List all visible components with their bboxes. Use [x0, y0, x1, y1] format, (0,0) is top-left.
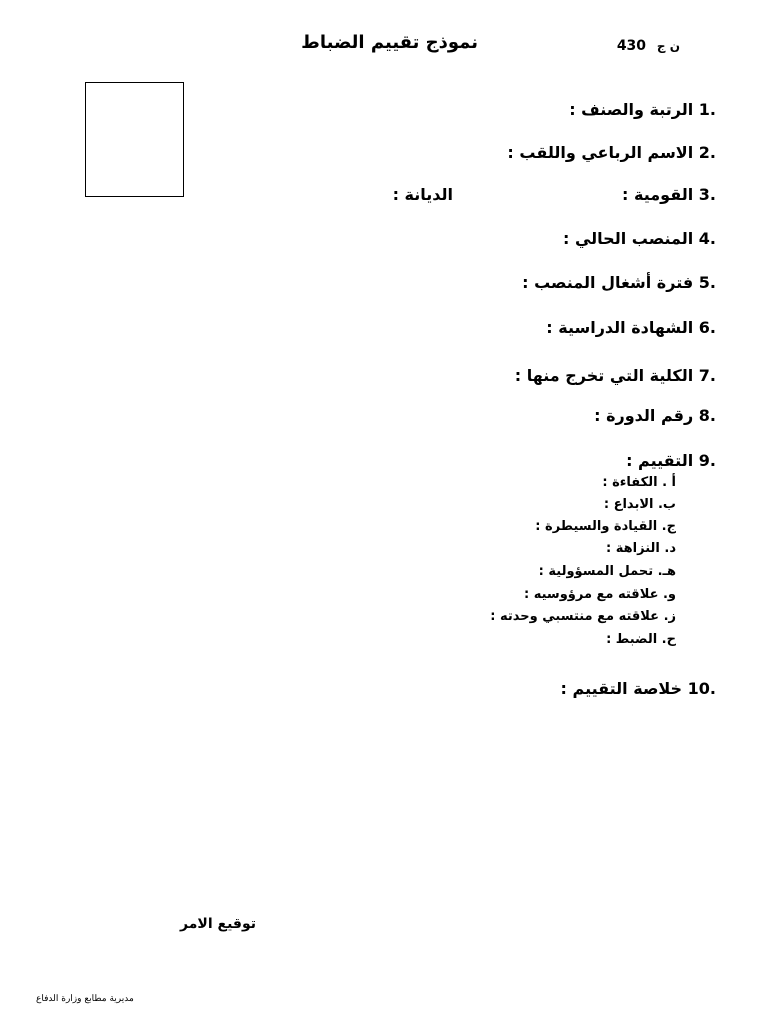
field-label: الشهادة الدراسية : [546, 318, 694, 337]
evaluation-item-creativity: ب. الابداع : [603, 497, 676, 512]
field-certificate [546, 318, 716, 337]
evaluation-item-discipline: ح. الضبط : [606, 632, 676, 647]
field-label: القومية : [622, 185, 694, 204]
field-course-number [594, 406, 716, 425]
field-number: 5. [698, 273, 716, 292]
evaluation-item-competence: أ . الكفاءة : [602, 475, 676, 490]
form-code-letters: ن ج [656, 39, 680, 53]
field-label: التقييم : [626, 451, 694, 470]
field-label: الكلية التي تخرج منها : [514, 366, 694, 385]
field-religion-label: الديانة : [392, 185, 453, 204]
field-evaluation-summary [561, 679, 716, 698]
field-college [515, 366, 716, 385]
field-number: 7. [698, 366, 716, 385]
commander-signature-label: توقيع الامر [180, 916, 256, 932]
evaluation-item-leadership: ج. القيادة والسيطرة : [535, 519, 676, 534]
field-label: فترة أشغال المنصب : [522, 273, 694, 292]
field-position-period [522, 273, 716, 292]
field-label: رقم الدورة : [594, 406, 694, 425]
evaluation-item-responsibility: هـ. تحمل المسؤولية : [538, 564, 676, 579]
field-label: الرتبة والصنف : [569, 100, 694, 119]
field-label: خلاصة التقييم : [560, 679, 683, 698]
field-current-position [563, 229, 716, 248]
evaluation-item-unit-members: ز. علاقته مع منتسبي وحدته : [490, 609, 676, 624]
field-full-name [507, 143, 716, 162]
photo-box [85, 82, 184, 197]
field-number: 8. [698, 406, 716, 425]
field-label: المنصب الحالي : [562, 229, 694, 248]
field-evaluation [626, 451, 716, 470]
field-number: 10. [687, 679, 716, 698]
form-code-number: 430 [616, 38, 647, 54]
form-code [617, 38, 680, 54]
field-rank [569, 100, 716, 119]
field-number: 9. [698, 451, 716, 470]
page-title: نموذج تقييم الضباط [301, 32, 478, 53]
field-number: 3. [698, 185, 716, 204]
evaluation-item-integrity: د. النزاهة : [606, 541, 676, 556]
printer-footer: مديرية مطابع وزارة الدفاع [36, 994, 134, 1004]
field-number: 1. [698, 100, 716, 119]
field-number: 6. [698, 318, 716, 337]
field-nationality [622, 185, 716, 204]
evaluation-item-subordinates: و. علاقته مع مرؤوسيه : [524, 587, 676, 602]
field-label: الاسم الرباعي واللقب : [507, 143, 694, 162]
field-number: 2. [698, 143, 716, 162]
field-number: 4. [698, 229, 716, 248]
